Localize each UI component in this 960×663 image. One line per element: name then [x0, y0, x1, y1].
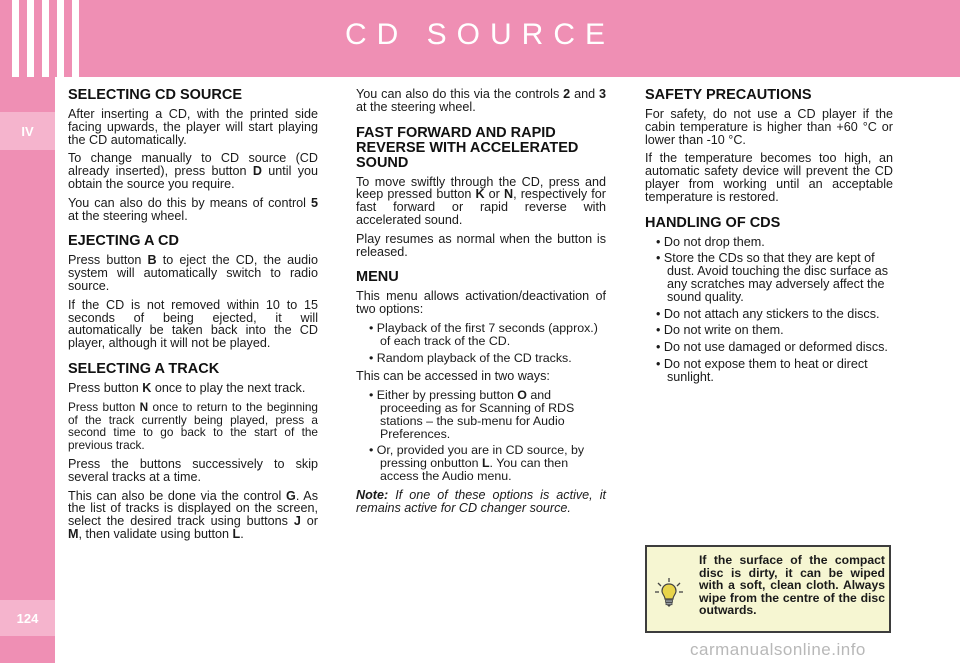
paragraph	[68, 401, 318, 452]
key-label: N	[139, 399, 149, 414]
text: until you obtain the source you require.	[68, 164, 318, 191]
paragraph	[68, 152, 318, 190]
key-label: O	[517, 388, 527, 403]
section-heading: SELECTING CD SOURCE	[68, 87, 243, 103]
key-label: 2	[563, 87, 571, 101]
text: once to return to the beginning of the track currently being played, press a second time to go back to the start of the previous track.	[68, 399, 318, 453]
header-stripe	[27, 0, 34, 77]
note-text: If one of these options is active, it remains active for CD changer source.	[356, 487, 606, 515]
text: or	[484, 187, 504, 202]
header-stripe	[42, 0, 49, 77]
paragraph: If the temperature becomes too high, an automatic safety device will prevent the CD player from working until an acceptable temperature is restored.	[645, 151, 893, 204]
left-band	[0, 77, 55, 663]
paragraph	[68, 197, 318, 223]
paragraph: After inserting a CD, with the printed side facing upwards, the player will start playing the CD automatically.	[68, 107, 318, 147]
list-item: • Do not attach any stickers to the discs.	[656, 306, 880, 321]
section-heading: HANDLING OF CDS	[645, 214, 781, 231]
handling-list	[645, 236, 893, 384]
section-ejecting	[68, 234, 318, 350]
text: , respectively for fast forward or rapid reverse with accelerated sound.	[356, 187, 606, 227]
text: Press button	[68, 380, 143, 395]
text: at the steering wheel.	[68, 208, 188, 223]
header-stripe	[12, 0, 19, 77]
key-label: 3	[598, 87, 606, 101]
chapter-tab: IV	[0, 112, 55, 150]
list-item: • Random playback of the CD tracks.	[369, 350, 572, 365]
section-heading: EJECTING A CD	[68, 233, 179, 250]
text: • Or, provided you are in CD source, by pressing onbutton	[369, 443, 585, 471]
section-steering-wheel	[356, 88, 606, 114]
menu-options-list	[356, 322, 606, 364]
text: You can also do this by means of control	[68, 195, 311, 210]
tip-text: If the surface of the compact disc is dirty, it can be wiped with a soft, clean cloth. Always wipe from the centre of the disc outwards.	[699, 553, 885, 618]
paragraph	[356, 176, 606, 227]
header-stripe	[72, 0, 79, 77]
paragraph	[68, 382, 318, 395]
key-label: G	[286, 488, 296, 503]
paragraph	[68, 254, 318, 292]
paragraph	[356, 88, 606, 114]
paragraph	[68, 490, 318, 541]
watermark: carmanualsonline.info	[690, 640, 866, 659]
text: This can also be done via the control	[68, 488, 287, 503]
section-menu	[356, 270, 606, 514]
key-label: L	[232, 526, 241, 541]
key-label: B	[147, 253, 157, 268]
text: You can also do this via the controls	[356, 87, 564, 101]
paragraph: This can be accessed in two ways:	[356, 369, 550, 384]
page-title: CD SOURCE	[344, 18, 615, 51]
key-label: N	[503, 187, 514, 202]
text: to eject the CD, the audio system will automatically switch to radio source.	[68, 253, 318, 293]
section-selecting-cd-source	[68, 88, 318, 222]
text: and	[570, 87, 599, 101]
header-stripe	[57, 0, 64, 77]
list-item: • Do not use damaged or deformed discs.	[656, 340, 888, 355]
key-label: D	[252, 164, 262, 179]
list-item: • Do not write on them.	[656, 323, 784, 338]
list-item: • Store the CDs so that they are kept of dust. Avoid touching the disc surface as any scratches may adversely affect the sound quality.	[656, 251, 888, 304]
section-handling	[645, 216, 893, 384]
text: . As the list of tracks is displayed on the screen, select the desired track using buttons	[68, 488, 319, 529]
list-item: • Do not drop them.	[656, 234, 765, 249]
note-paragraph	[356, 489, 606, 515]
key-label: J	[293, 514, 301, 529]
text: , then validate using button	[78, 526, 233, 541]
section-heading: SELECTING A TRACK	[68, 360, 220, 377]
column-2	[356, 88, 606, 526]
text: or	[300, 514, 318, 529]
section-fast-forward	[356, 126, 606, 259]
note-label: Note:	[356, 487, 389, 502]
text: Press button	[68, 399, 140, 414]
paragraph: This menu allows activation/deactivation of two options:	[356, 289, 606, 317]
list-item	[356, 444, 606, 482]
column-3	[645, 88, 893, 396]
text: Press button	[68, 253, 148, 268]
key-label: K	[475, 187, 485, 202]
key-label: L	[481, 456, 490, 471]
section-safety	[645, 88, 893, 204]
key-label: 5	[310, 195, 318, 210]
section-heading: SAFETY PRECAUTIONS	[645, 87, 812, 103]
text: at the steering wheel.	[356, 99, 476, 114]
section-heading: MENU	[356, 269, 399, 286]
tip-box	[645, 545, 891, 633]
paragraph: Play resumes as normal when the button is released.	[356, 231, 606, 259]
text: To move swiftly through the CD, press and keep pressed button	[356, 174, 606, 202]
key-label: M	[68, 526, 79, 541]
list-item: • Do not expose them to heat or direct sunlight.	[656, 356, 868, 384]
paragraph: If the CD is not removed within 10 to 15 seconds of being ejected, it will automatically be taken back into the CD player, although it will not be played.	[68, 297, 318, 351]
text: and proceeding as for Scanning of RDS stations – the sub-menu for Audio Preferences.	[380, 388, 575, 441]
section-selecting-track	[68, 362, 318, 541]
paragraph: For safety, do not use a CD player if the cabin temperature is higher than +60 °C or lower than -10 °C.	[645, 107, 893, 147]
text: . You can then access the Audio menu.	[380, 456, 569, 483]
text: • Either by pressing button	[369, 388, 518, 403]
key-label: K	[142, 380, 152, 395]
text: To change manually to CD source (CD already inserted), press button	[68, 151, 318, 179]
column-1	[68, 88, 318, 553]
text: once to play the next track.	[151, 380, 306, 395]
section-heading: FAST FORWARD AND RAPID REVERSE WITH ACCELERATED SOUND	[356, 124, 579, 171]
list-item	[356, 389, 606, 440]
text: .	[240, 526, 244, 541]
page-number: 124	[0, 600, 55, 636]
menu-access-list	[356, 389, 606, 483]
list-item: • Playback of the first 7 seconds (approx.) of each track of the CD.	[369, 320, 598, 348]
lightbulb-icon	[655, 577, 683, 607]
paragraph: Press the buttons successively to skip several tracks at a time.	[68, 456, 318, 484]
